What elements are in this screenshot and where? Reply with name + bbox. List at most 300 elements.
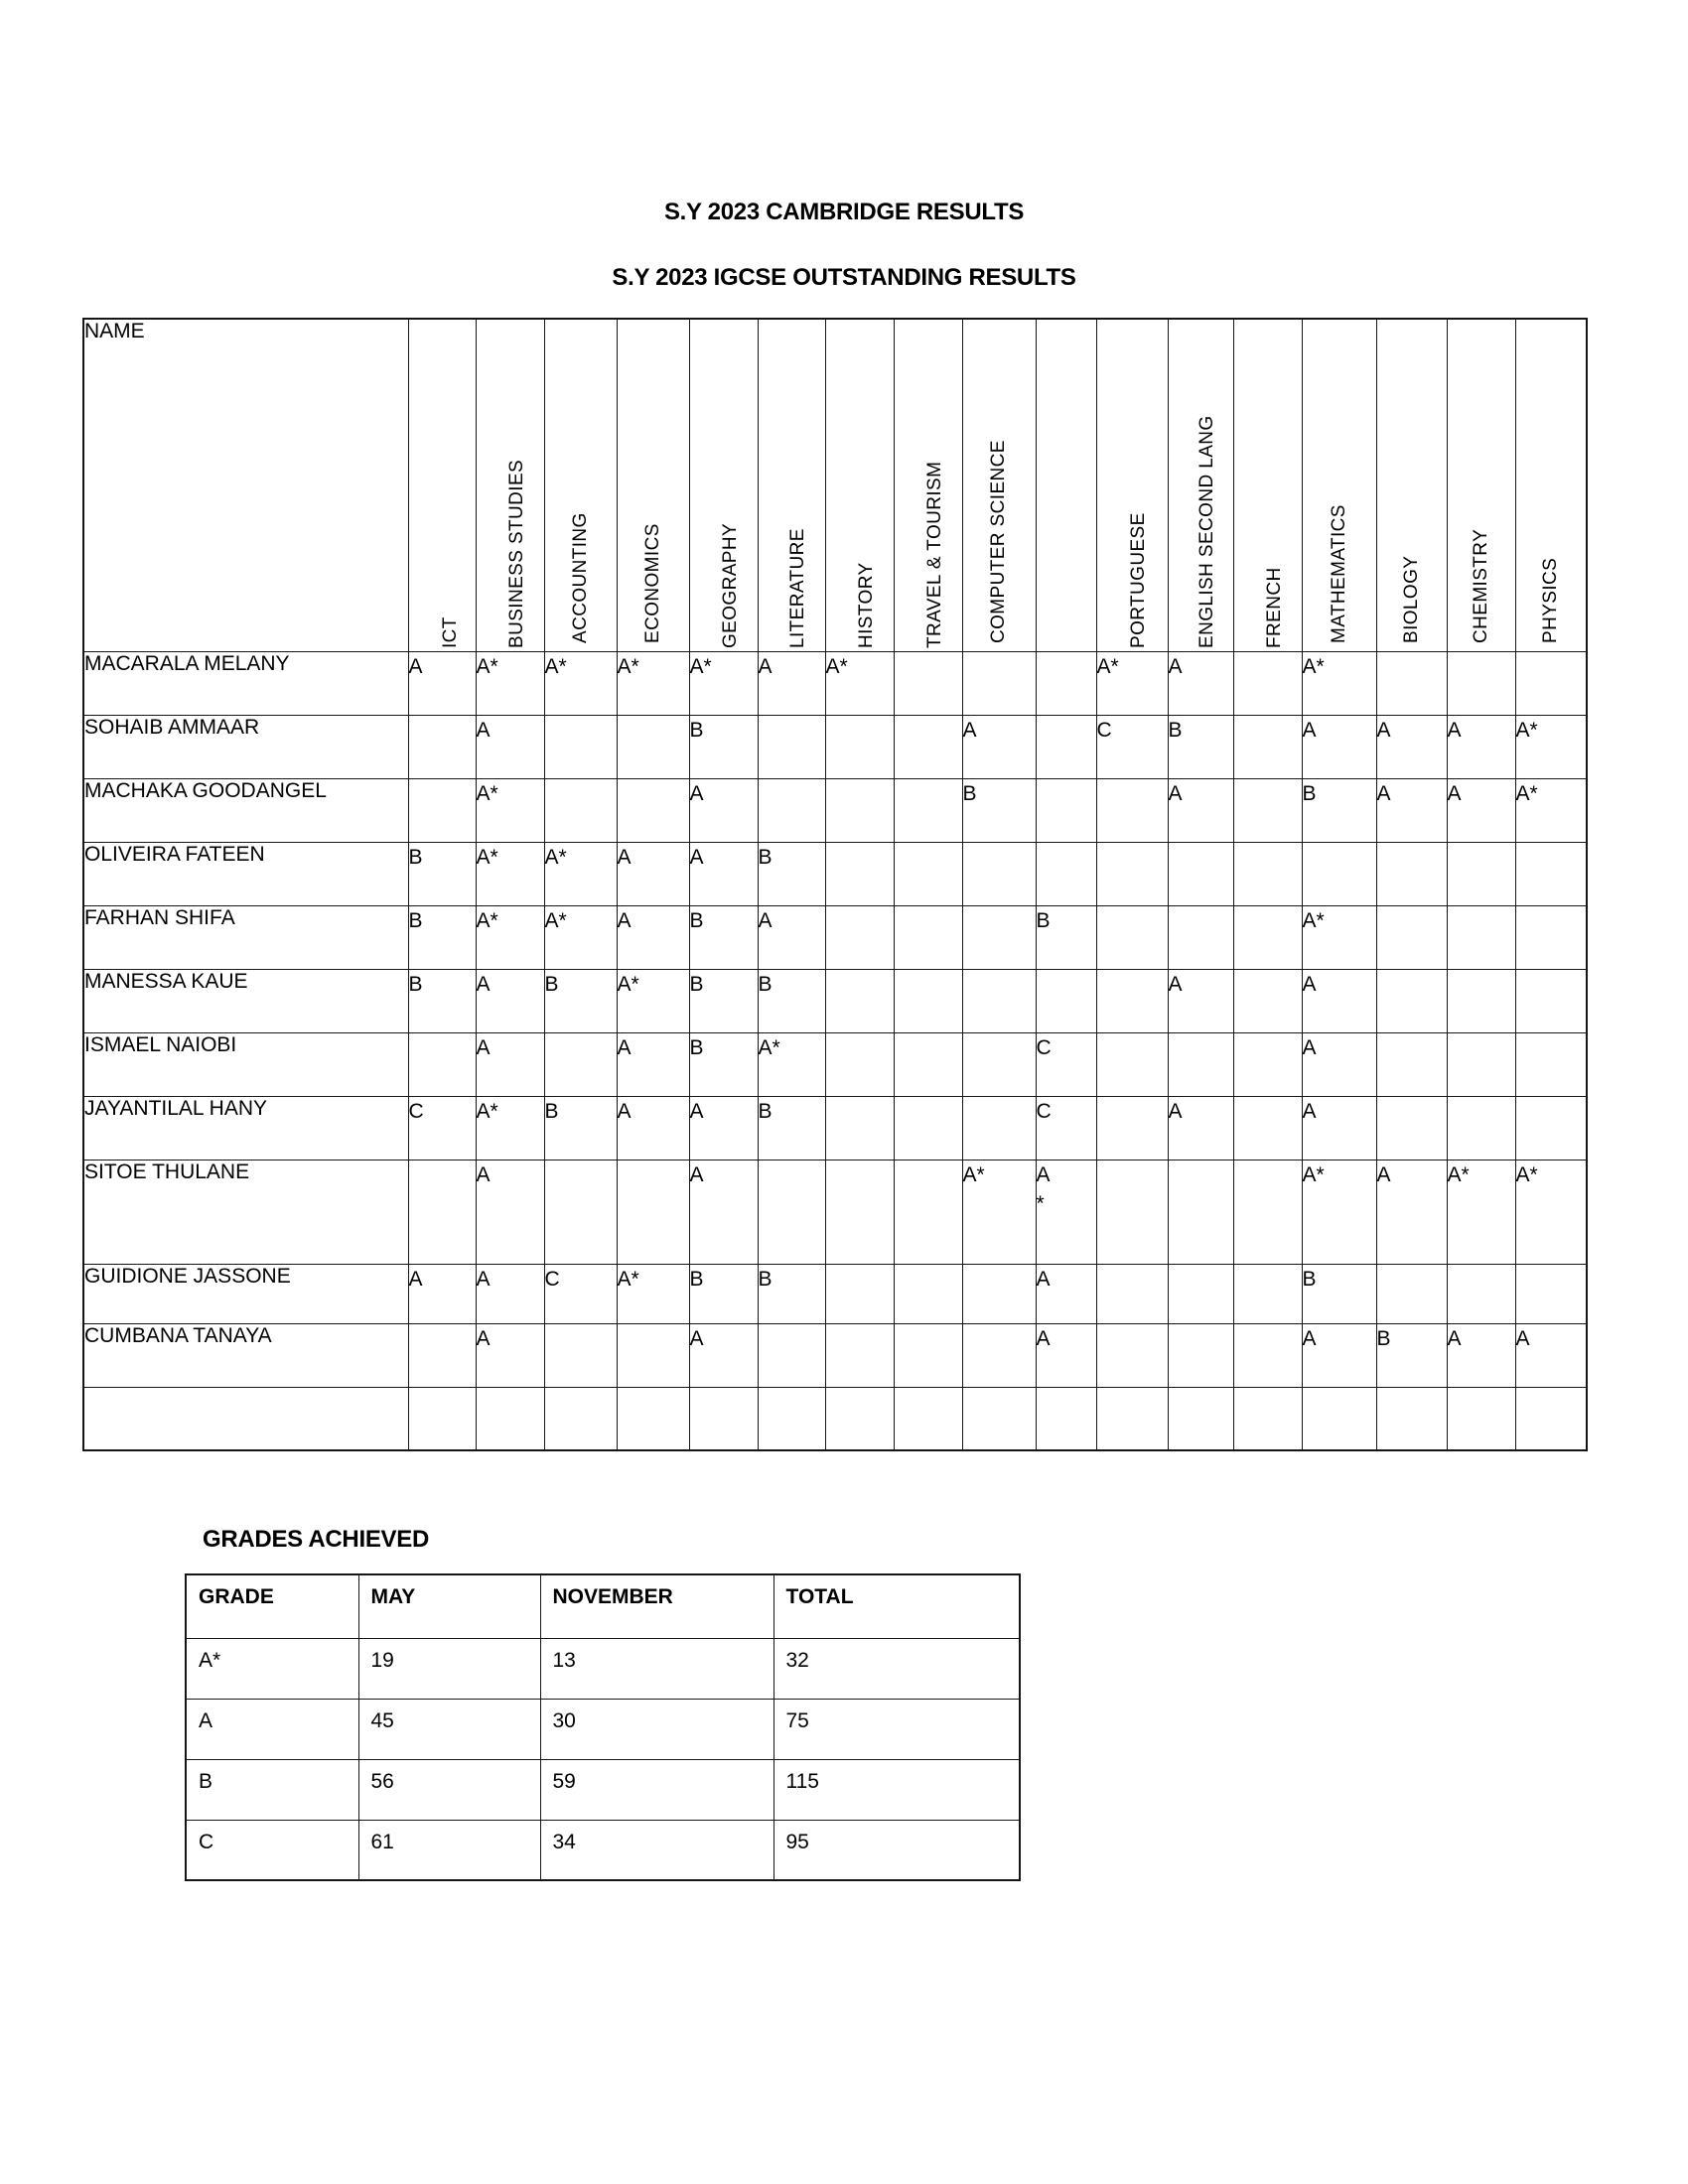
grade-cell — [1233, 1096, 1302, 1160]
grade-cell — [894, 1096, 962, 1160]
grade-cell — [617, 1387, 689, 1450]
grade-cell — [617, 1323, 689, 1387]
grade-cell — [1036, 651, 1096, 715]
grade-cell: C — [544, 1264, 617, 1323]
grade-cell — [962, 651, 1036, 715]
grade-cell: C — [408, 1096, 476, 1160]
table-row-jayantilal-hany — [83, 1096, 1587, 1160]
table-row-macarala-melany — [83, 651, 1587, 715]
grade-cell — [962, 969, 1036, 1032]
grade-cell: B — [689, 1264, 758, 1323]
grade-cell: C — [1036, 1032, 1096, 1096]
grade-cell: B — [1376, 1323, 1447, 1387]
grade-cell: A * — [1036, 1160, 1096, 1264]
student-name-cell: FARHAN SHIFA — [83, 905, 408, 969]
grade-cell: A — [476, 715, 544, 778]
grade-cell: B — [1302, 778, 1376, 842]
clipped-label-window — [1263, 325, 1285, 648]
grade-cell — [1036, 1387, 1096, 1450]
grade-cell — [1096, 1032, 1168, 1096]
grade-cell: A — [962, 715, 1036, 778]
grade-cell — [1515, 1096, 1587, 1160]
subject-label-rotated: FRENCH — [1263, 566, 1285, 648]
grade-cell — [962, 1264, 1036, 1323]
grade-cell — [894, 969, 962, 1032]
grade-cell: A — [1447, 715, 1515, 778]
grade-cell — [962, 1096, 1036, 1160]
grade-cell: A — [1036, 1323, 1096, 1387]
summary-cell-november: 13 — [540, 1638, 774, 1699]
clipped-label-window — [438, 325, 461, 648]
grade-cell — [1168, 1264, 1233, 1323]
grade-cell: A — [1168, 1096, 1233, 1160]
grade-cell: A* — [1447, 1160, 1515, 1264]
grade-cell — [894, 1323, 962, 1387]
grade-cell — [825, 842, 894, 905]
clipped-label-window — [1196, 325, 1217, 648]
grade-cell — [1233, 1264, 1302, 1323]
summary-cell-grade: B — [186, 1759, 358, 1820]
grade-cell — [1036, 969, 1096, 1032]
clipped-label-window — [923, 325, 945, 648]
grade-cell — [1515, 1264, 1587, 1323]
grade-cell — [1096, 905, 1168, 969]
table-row-sohaib-ammaar — [83, 715, 1587, 778]
subject-header-travel-tourism — [894, 319, 962, 651]
grade-cell — [1302, 842, 1376, 905]
grade-cell — [1233, 1323, 1302, 1387]
grade-cell: A — [689, 842, 758, 905]
table-row-cumbana-tanaya — [83, 1323, 1587, 1387]
grade-cell — [1376, 1096, 1447, 1160]
grade-cell — [825, 1032, 894, 1096]
grade-cell — [962, 1323, 1036, 1387]
grade-cell: C — [1096, 715, 1168, 778]
grade-cell: A — [758, 905, 825, 969]
summary-column-header-november: NOVEMBER — [540, 1574, 774, 1638]
subject-header-business-studies — [476, 319, 544, 651]
grade-cell: A — [689, 1323, 758, 1387]
grade-cell — [825, 905, 894, 969]
grade-cell: A — [758, 651, 825, 715]
grades-achieved-heading: GRADES ACHIEVED — [203, 1526, 429, 1553]
grade-cell: B — [544, 969, 617, 1032]
table-row-sitoe-thulane — [83, 1160, 1587, 1264]
grade-cell — [1096, 1096, 1168, 1160]
grade-cell: A* — [1302, 1160, 1376, 1264]
grade-cell: A* — [544, 651, 617, 715]
grade-cell: B — [962, 778, 1036, 842]
grade-cell — [894, 1160, 962, 1264]
student-name-cell: SITOE THULANE — [83, 1160, 408, 1264]
grade-cell: A — [408, 1264, 476, 1323]
subject-label-rotated: MATHEMATICS — [1328, 503, 1349, 643]
grade-cell — [1376, 842, 1447, 905]
grade-cell — [408, 1160, 476, 1264]
grade-cell — [1447, 1032, 1515, 1096]
grade-cell — [1168, 1032, 1233, 1096]
grade-cell — [1376, 1387, 1447, 1450]
student-name-cell — [83, 1387, 408, 1450]
grade-cell: A — [1447, 778, 1515, 842]
grade-cell — [617, 778, 689, 842]
grade-cell — [1233, 715, 1302, 778]
subject-header-blank — [1036, 319, 1096, 651]
grade-cell — [1447, 905, 1515, 969]
subject-label-rotated: ICT — [440, 615, 461, 648]
subject-header-physics — [1515, 319, 1587, 651]
summary-row-c — [186, 1820, 1020, 1880]
subject-header-economics — [617, 319, 689, 651]
grade-cell — [825, 969, 894, 1032]
grade-cell — [1233, 778, 1302, 842]
grade-cell — [1233, 905, 1302, 969]
subject-header-mathematics — [1302, 319, 1376, 651]
subject-header-chemistry — [1447, 319, 1515, 651]
grade-cell — [689, 1387, 758, 1450]
grade-cell: A — [1302, 715, 1376, 778]
grade-cell: A — [617, 1032, 689, 1096]
grade-cell — [1096, 969, 1168, 1032]
grade-cell: B — [689, 1032, 758, 1096]
table-row-guidione-jassone — [83, 1264, 1587, 1323]
grade-cell: A — [689, 1096, 758, 1160]
grade-cell: B — [758, 842, 825, 905]
grade-cell — [544, 1387, 617, 1450]
grade-cell — [1376, 905, 1447, 969]
grade-cell — [962, 905, 1036, 969]
grade-cell: A* — [544, 905, 617, 969]
grade-cell — [1036, 842, 1096, 905]
grade-cell — [1515, 905, 1587, 969]
summary-cell-november: 30 — [540, 1699, 774, 1759]
summary-column-header-grade: GRADE — [186, 1574, 358, 1638]
grade-cell: B — [689, 969, 758, 1032]
grade-cell — [544, 715, 617, 778]
grade-cell: A — [476, 969, 544, 1032]
subject-header-literature — [758, 319, 825, 651]
grade-cell — [1447, 1387, 1515, 1450]
student-name-cell: SOHAIB AMMAAR — [83, 715, 408, 778]
grade-cell: C — [1036, 1096, 1096, 1160]
grade-cell — [408, 778, 476, 842]
summary-row-a — [186, 1699, 1020, 1759]
grade-cell — [1233, 1387, 1302, 1450]
grade-cell: A — [476, 1032, 544, 1096]
grade-cell — [1447, 969, 1515, 1032]
grade-cell — [894, 778, 962, 842]
grade-cell — [544, 1160, 617, 1264]
grade-cell — [1233, 842, 1302, 905]
clipped-label-window — [719, 325, 741, 648]
grade-cell: B — [544, 1096, 617, 1160]
grade-cell — [962, 1032, 1036, 1096]
grade-cell — [1096, 842, 1168, 905]
grade-cell — [1515, 842, 1587, 905]
grade-cell — [825, 1264, 894, 1323]
summary-cell-total: 75 — [774, 1699, 1020, 1759]
subject-label-rotated: PHYSICS — [1539, 557, 1561, 643]
grade-cell: A* — [1515, 715, 1587, 778]
student-name-cell: GUIDIONE JASSONE — [83, 1264, 408, 1323]
grade-cell: A* — [476, 778, 544, 842]
grade-cell: B — [758, 969, 825, 1032]
grade-cell — [758, 1160, 825, 1264]
grade-cell: B — [689, 715, 758, 778]
grade-cell: A* — [617, 651, 689, 715]
grade-cell — [894, 905, 962, 969]
grade-cell: A* — [476, 905, 544, 969]
grade-cell — [1168, 905, 1233, 969]
grade-cell — [408, 715, 476, 778]
subject-header-ict — [408, 319, 476, 651]
grade-cell — [758, 778, 825, 842]
subject-label-rotated: HISTORY — [855, 561, 877, 648]
grade-cell: A — [1302, 1032, 1376, 1096]
grade-cell — [1447, 651, 1515, 715]
grade-cell — [1168, 1387, 1233, 1450]
grade-cell — [1096, 778, 1168, 842]
summary-cell-total: 115 — [774, 1759, 1020, 1820]
subject-header-biology — [1376, 319, 1447, 651]
grade-cell: A — [617, 842, 689, 905]
grade-cell — [894, 1032, 962, 1096]
grade-cell: A* — [689, 651, 758, 715]
grade-cell: A — [1036, 1264, 1096, 1323]
subject-header-english-second-lang — [1168, 319, 1233, 651]
grade-cell — [758, 1387, 825, 1450]
grade-cell: B — [408, 842, 476, 905]
grade-cell — [408, 1323, 476, 1387]
grade-cell: A* — [544, 842, 617, 905]
grade-cell — [476, 1387, 544, 1450]
summary-cell-total: 32 — [774, 1638, 1020, 1699]
summary-cell-total: 95 — [774, 1820, 1020, 1880]
grade-cell: A* — [758, 1032, 825, 1096]
student-name-cell: MACARALA MELANY — [83, 651, 408, 715]
grade-cell — [894, 842, 962, 905]
clipped-label-window — [1128, 325, 1149, 648]
grade-cell — [1233, 969, 1302, 1032]
subject-header-history — [825, 319, 894, 651]
grade-cell — [962, 842, 1036, 905]
grade-cell: A — [1376, 1160, 1447, 1264]
grade-cell — [1233, 1160, 1302, 1264]
grade-cell: A — [1302, 1323, 1376, 1387]
grade-cell: B — [758, 1264, 825, 1323]
student-name-cell: CUMBANA TANAYA — [83, 1323, 408, 1387]
grade-cell: A — [476, 1264, 544, 1323]
student-name-cell: OLIVEIRA FATEEN — [83, 842, 408, 905]
grade-cell — [1036, 715, 1096, 778]
summary-cell-may: 61 — [358, 1820, 540, 1880]
grade-cell — [758, 1323, 825, 1387]
summary-cell-grade: C — [186, 1820, 358, 1880]
grade-cell: A* — [617, 969, 689, 1032]
grade-cell — [894, 715, 962, 778]
grade-cell — [1447, 1264, 1515, 1323]
grade-cell: A* — [476, 1096, 544, 1160]
grade-cell: B — [1168, 715, 1233, 778]
grade-cell: A* — [962, 1160, 1036, 1264]
student-name-cell: MACHAKA GOODANGEL — [83, 778, 408, 842]
table-row-empty — [83, 1387, 1587, 1450]
subject-header-geography — [689, 319, 758, 651]
subject-label-rotated: COMPUTER SCIENCE — [988, 439, 1009, 643]
subject-label-rotated: TRAVEL & TOURISM — [923, 461, 945, 648]
grade-cell — [544, 1323, 617, 1387]
grade-cell: B — [408, 969, 476, 1032]
clipped-label-window — [787, 325, 808, 648]
grade-cell — [617, 715, 689, 778]
subject-header-accounting — [544, 319, 617, 651]
grade-cell — [758, 715, 825, 778]
grade-cell — [1168, 1160, 1233, 1264]
grade-cell — [617, 1160, 689, 1264]
summary-cell-november: 34 — [540, 1820, 774, 1880]
grade-cell: A* — [825, 651, 894, 715]
grade-cell: A — [1168, 969, 1233, 1032]
student-name-cell: ISMAEL NAIOBI — [83, 1032, 408, 1096]
student-name-cell: JAYANTILAL HANY — [83, 1096, 408, 1160]
subject-label-rotated: ECONOMICS — [641, 522, 663, 643]
grade-cell — [825, 778, 894, 842]
grade-cell — [1515, 1387, 1587, 1450]
grade-cell — [408, 1387, 476, 1450]
summary-column-header-may: MAY — [358, 1574, 540, 1638]
grade-cell — [894, 1387, 962, 1450]
grade-cell — [1096, 1323, 1168, 1387]
grade-cell: A — [689, 1160, 758, 1264]
subject-label-rotated: LITERATURE — [787, 527, 808, 648]
grade-cell: B — [1036, 905, 1096, 969]
grade-cell: A — [1376, 715, 1447, 778]
summary-cell-grade: A* — [186, 1638, 358, 1699]
summary-cell-november: 59 — [540, 1759, 774, 1820]
grade-cell — [894, 651, 962, 715]
grade-cell — [1515, 969, 1587, 1032]
grade-cell — [1515, 1032, 1587, 1096]
grade-cell: A — [617, 1096, 689, 1160]
clipped-label-window — [855, 325, 877, 648]
subject-label-rotated: PORTUGUESE — [1128, 511, 1149, 648]
subject-label-rotated: ENGLISH SECOND LANG — [1196, 414, 1217, 648]
grade-cell: A — [1302, 969, 1376, 1032]
table-row-oliveira-fateen — [83, 842, 1587, 905]
name-column-header: NAME — [83, 319, 408, 651]
grade-cell — [1515, 651, 1587, 715]
page-subtitle: S.Y 2023 IGCSE OUTSTANDING RESULTS — [612, 264, 1076, 291]
results-table — [82, 318, 1588, 1451]
grade-cell: A — [408, 651, 476, 715]
subject-label-rotated: CHEMISTRY — [1470, 528, 1491, 643]
grade-cell — [1036, 778, 1096, 842]
grade-cell: A* — [476, 651, 544, 715]
summary-column-header-total: TOTAL — [774, 1574, 1020, 1638]
summary-cell-may: 45 — [358, 1699, 540, 1759]
subject-header-french — [1233, 319, 1302, 651]
grade-cell — [544, 1032, 617, 1096]
grade-cell: A* — [1302, 651, 1376, 715]
grade-cell — [1096, 1264, 1168, 1323]
grade-cell — [1096, 1160, 1168, 1264]
grade-cell: A — [1376, 778, 1447, 842]
grades-summary-table — [185, 1573, 1021, 1881]
grade-cell — [1302, 1387, 1376, 1450]
subject-label-rotated: ACCOUNTING — [569, 511, 591, 643]
summary-row-b — [186, 1759, 1020, 1820]
grade-cell — [962, 1387, 1036, 1450]
table-row-farhan-shifa — [83, 905, 1587, 969]
results-header-row — [83, 319, 1587, 651]
page-title: S.Y 2023 CAMBRIDGE RESULTS — [663, 199, 1025, 225]
grade-cell — [1447, 1096, 1515, 1160]
grade-cell: A — [1515, 1323, 1587, 1387]
summary-header-row — [186, 1574, 1020, 1638]
subject-header-computer-science — [962, 319, 1036, 651]
clipped-label-window — [505, 325, 527, 648]
grade-cell — [1096, 1387, 1168, 1450]
grade-cell — [1233, 1032, 1302, 1096]
grade-cell — [825, 1323, 894, 1387]
table-row-machaka-goodangel — [83, 778, 1587, 842]
grade-cell: A* — [476, 842, 544, 905]
grade-cell — [1376, 969, 1447, 1032]
grade-cell — [1168, 842, 1233, 905]
summary-row-a — [186, 1638, 1020, 1699]
grade-cell: A — [617, 905, 689, 969]
subject-label-rotated: BIOLOGY — [1400, 555, 1422, 643]
grade-cell: A* — [1096, 651, 1168, 715]
grade-cell — [1233, 651, 1302, 715]
subject-label-rotated: BUSINESS STUDIES — [505, 459, 527, 648]
summary-cell-may: 19 — [358, 1638, 540, 1699]
grade-cell — [825, 1387, 894, 1450]
grade-cell: A — [476, 1160, 544, 1264]
grade-cell: A — [689, 778, 758, 842]
grade-cell — [1376, 1264, 1447, 1323]
grade-cell: A — [1168, 651, 1233, 715]
grade-cell — [1376, 651, 1447, 715]
grade-cell: A — [1168, 778, 1233, 842]
grade-cell: B — [758, 1096, 825, 1160]
grade-cell — [1447, 842, 1515, 905]
grade-cell — [1168, 1323, 1233, 1387]
grade-cell — [825, 715, 894, 778]
grade-cell: A* — [1302, 905, 1376, 969]
summary-cell-may: 56 — [358, 1759, 540, 1820]
table-row-manessa-kaue — [83, 969, 1587, 1032]
grade-cell: B — [1302, 1264, 1376, 1323]
table-row-ismael-naiobi — [83, 1032, 1587, 1096]
grade-cell — [544, 778, 617, 842]
summary-cell-grade: A — [186, 1699, 358, 1759]
grade-cell: B — [689, 905, 758, 969]
grade-cell: A — [476, 1323, 544, 1387]
grade-cell — [825, 1160, 894, 1264]
subject-label-rotated: GEOGRAPHY — [719, 522, 741, 648]
grade-cell — [894, 1264, 962, 1323]
grade-cell: B — [408, 905, 476, 969]
subject-header-portuguese — [1096, 319, 1168, 651]
grade-cell — [1376, 1032, 1447, 1096]
student-name-cell: MANESSA KAUE — [83, 969, 408, 1032]
grade-cell — [825, 1096, 894, 1160]
grade-cell — [408, 1032, 476, 1096]
grade-cell: A — [1302, 1096, 1376, 1160]
grade-cell: A* — [1515, 1160, 1587, 1264]
grade-cell: A* — [1515, 778, 1587, 842]
